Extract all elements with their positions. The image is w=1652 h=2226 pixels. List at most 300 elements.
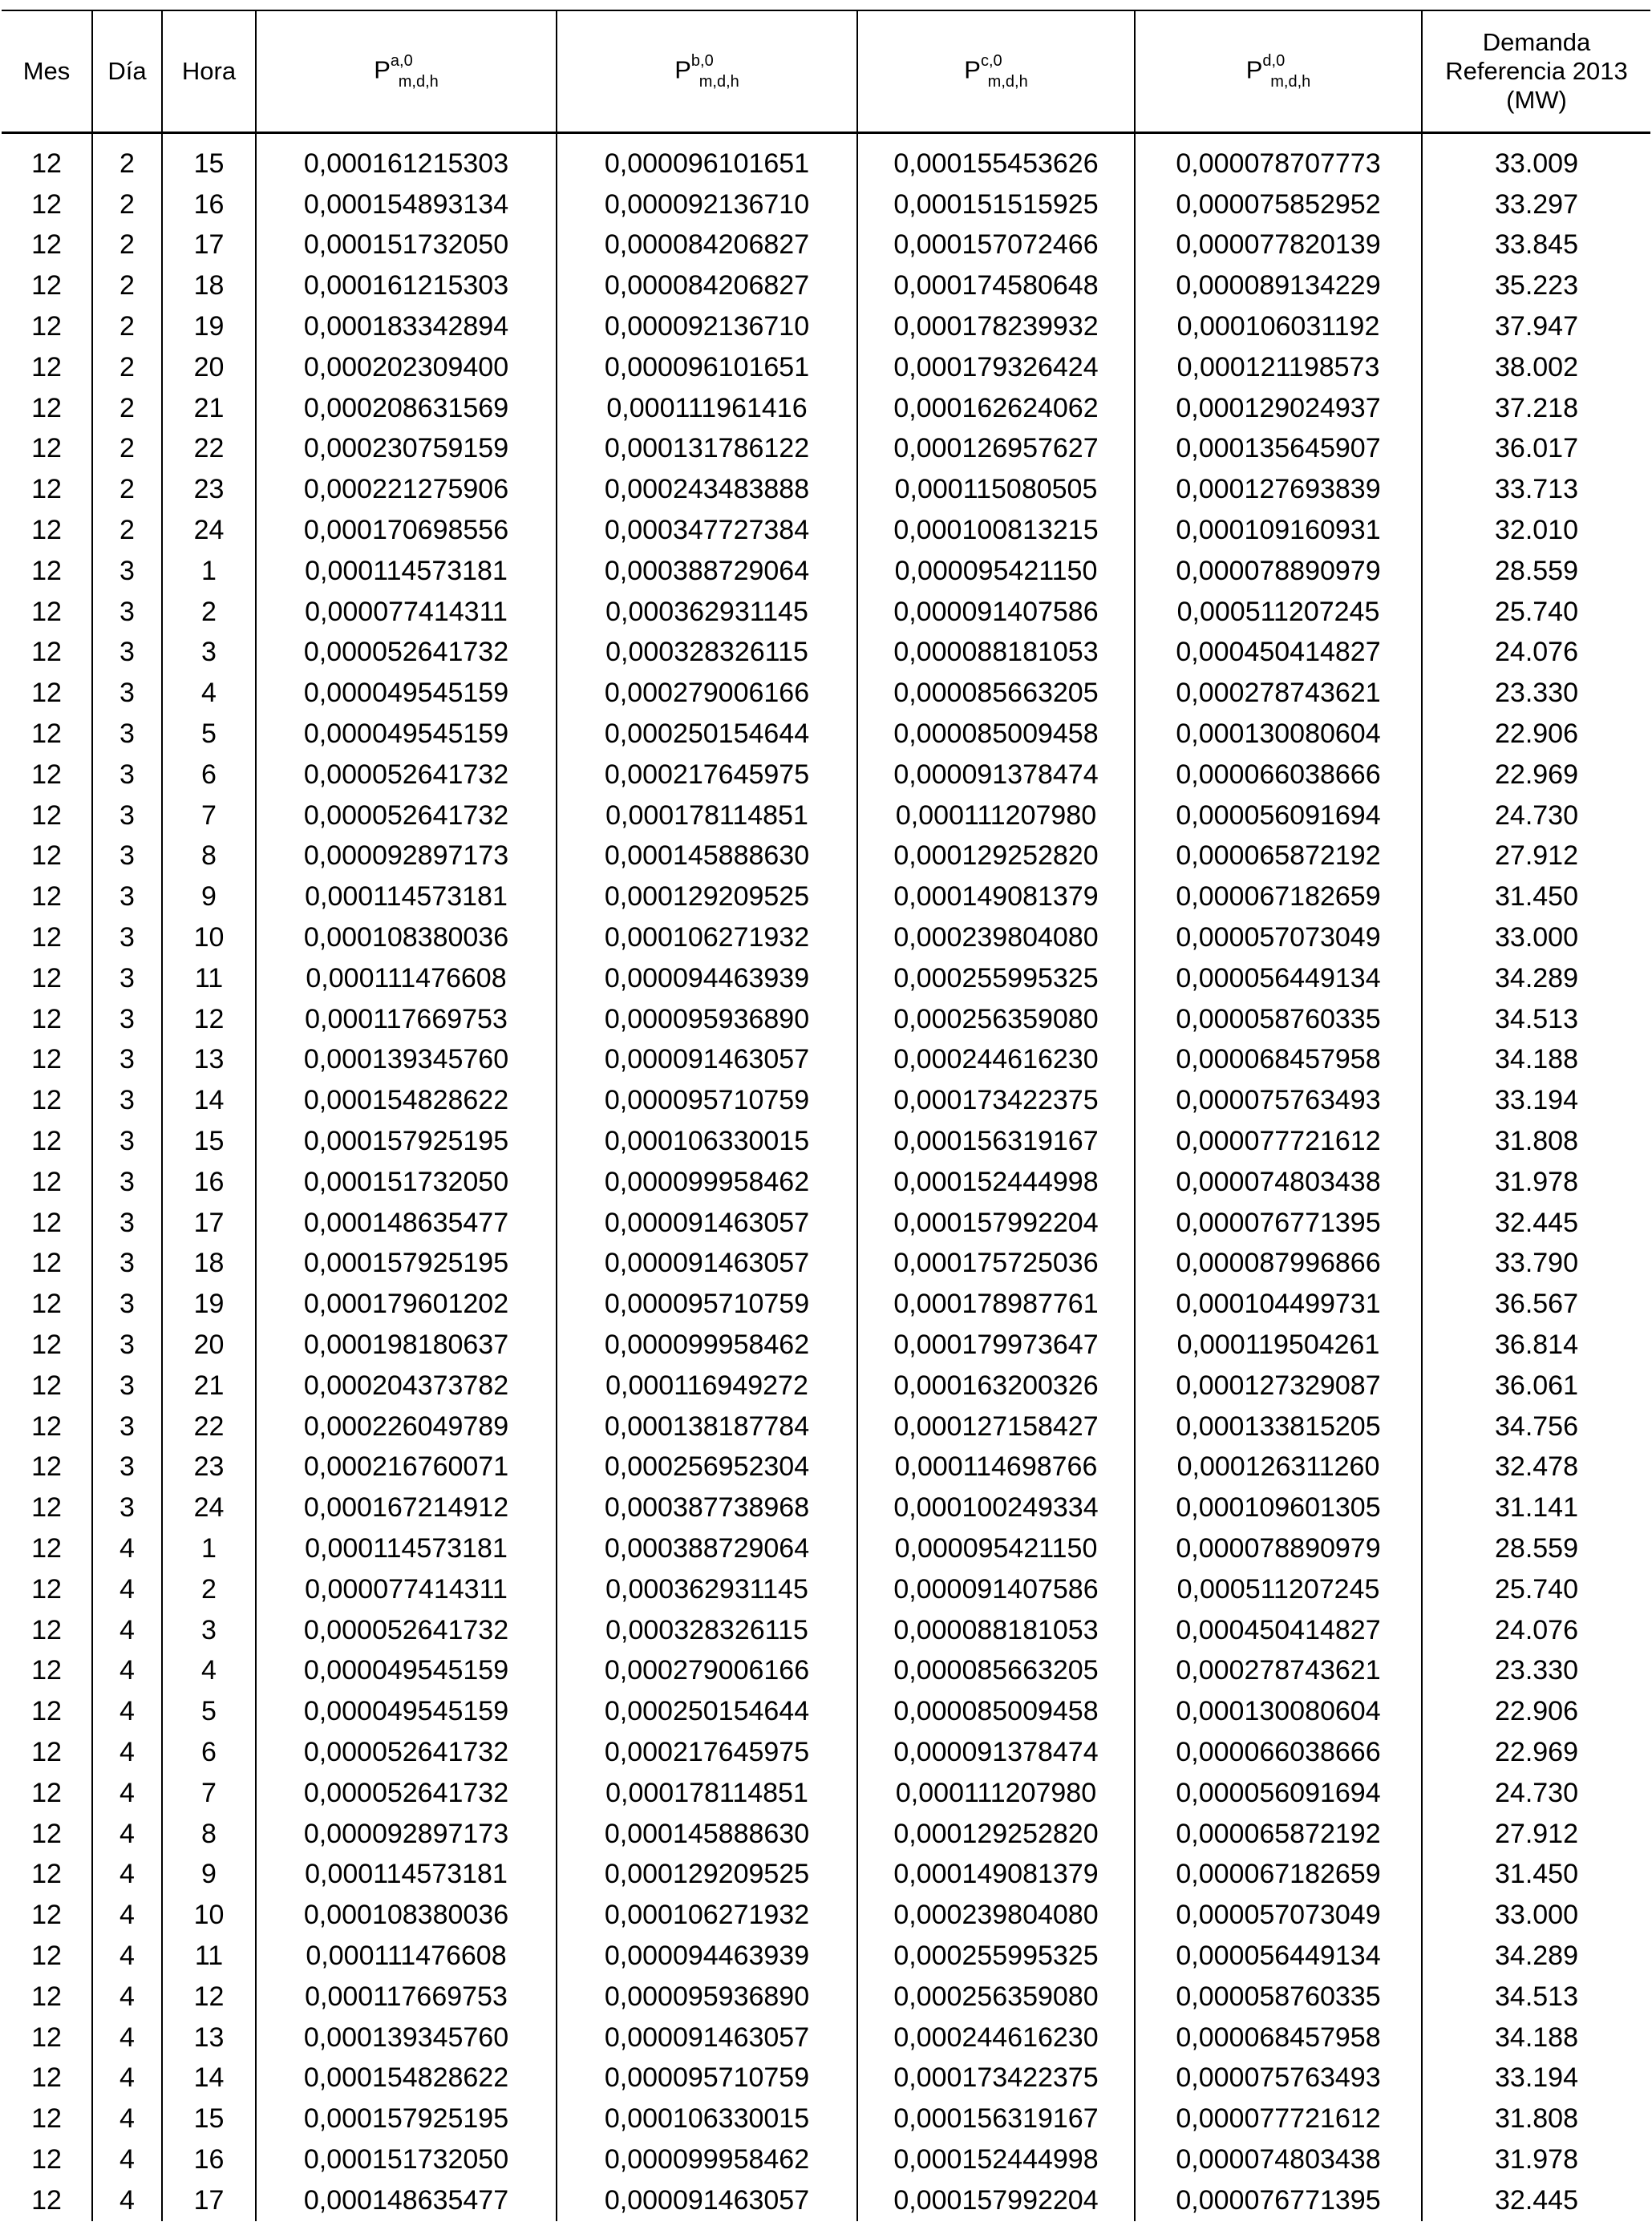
cell-pb: 0,000106271932 [557, 917, 857, 958]
cell-pb: 0,000106330015 [557, 1121, 857, 1162]
table-row [2, 999, 1650, 1040]
cell-demanda: 22.906 [1495, 718, 1578, 750]
table-row [2, 917, 1650, 958]
cell-hora: 21 [162, 388, 256, 429]
cell-dia: 3 [92, 795, 162, 836]
cell-pb: 0,000095936890 [557, 1977, 857, 2018]
cell-pa: 0,000139345760 [256, 1040, 557, 1081]
table-row [2, 1447, 1650, 1488]
cell-pa: 0,000049545159 [256, 673, 557, 714]
cell-pb: 0,000099958462 [557, 1162, 857, 1203]
cell-hora: 21 [162, 1366, 256, 1406]
cell-demanda: 28.559 [1495, 1532, 1578, 1564]
header-pb [557, 10, 857, 133]
cell-mes: 12 [2, 1610, 92, 1651]
cell-pc: 0,000152444998 [857, 1162, 1135, 1203]
cell-pd: 0,000450414827 [1135, 633, 1422, 674]
table-row [2, 592, 1650, 633]
cell-pb: 0,000095710759 [557, 1080, 857, 1121]
cell-pd: 0,000119504261 [1135, 1325, 1422, 1366]
cell-pb: 0,000178114851 [557, 1773, 857, 1814]
cell-mes: 12 [2, 714, 92, 755]
cell-mes: 12 [2, 1487, 92, 1528]
cell-hora: 14 [162, 1080, 256, 1121]
cell-pd: 0,000511207245 [1135, 1569, 1422, 1610]
cell-pd: 0,000104499731 [1135, 1284, 1422, 1325]
cell-pd: 0,000126311260 [1135, 1447, 1422, 1488]
cell-dia: 4 [92, 1610, 162, 1651]
symbol-sub: m,d,h [987, 73, 1028, 91]
cell-pc: 0,000100249334 [857, 1487, 1135, 1528]
header-dia: Día [92, 10, 162, 133]
cell-mes: 12 [2, 1080, 92, 1121]
cell-pa: 0,000077414311 [256, 592, 557, 633]
cell-mes: 12 [2, 1854, 92, 1895]
cell-demanda: 32.478 [1495, 1451, 1578, 1483]
cell-hora: 18 [162, 1244, 256, 1285]
cell-hora: 14 [162, 2058, 256, 2099]
cell-demanda: 33.297 [1495, 188, 1578, 220]
cell-pa: 0,000208631569 [256, 388, 557, 429]
cell-pd: 0,000078890979 [1135, 551, 1422, 592]
cell-dia: 2 [92, 306, 162, 347]
cell-dia: 3 [92, 673, 162, 714]
cell-pc: 0,000155453626 [857, 133, 1135, 184]
cell-pd: 0,000129024937 [1135, 388, 1422, 429]
cell-pa: 0,000167214912 [256, 1487, 557, 1528]
cell-hora: 2 [162, 592, 256, 633]
cell-pc: 0,000088181053 [857, 1610, 1135, 1651]
cell-dia: 2 [92, 388, 162, 429]
cell-mes: 12 [2, 133, 92, 184]
table-row [2, 795, 1650, 836]
cell-pb: 0,000387738968 [557, 1487, 857, 1528]
table-row [2, 1895, 1650, 1936]
cell-demanda: 34.513 [1495, 1003, 1578, 1034]
cell-mes: 12 [2, 1936, 92, 1977]
cell-pa: 0,000148635477 [256, 1203, 557, 1244]
table-row [2, 429, 1650, 470]
cell-mes: 12 [2, 2180, 92, 2221]
table-row [2, 1244, 1650, 1285]
table-row [2, 714, 1650, 755]
cell-demanda: 24.076 [1495, 1614, 1578, 1645]
cell-mes: 12 [2, 592, 92, 633]
cell-demanda: 33.790 [1495, 1248, 1578, 1279]
cell-demanda: 31.978 [1495, 2143, 1578, 2175]
cell-pd: 0,000066038666 [1135, 1732, 1422, 1773]
cell-pc: 0,000256359080 [857, 999, 1135, 1040]
cell-dia: 4 [92, 2058, 162, 2099]
cell-pa: 0,000049545159 [256, 714, 557, 755]
table-row [2, 1325, 1650, 1366]
cell-demanda: 33.000 [1495, 1900, 1578, 1931]
cell-pb: 0,000095710759 [557, 2058, 857, 2099]
cell-pd: 0,000065872192 [1135, 1814, 1422, 1855]
cell-pd: 0,000075763493 [1135, 2058, 1422, 2099]
cell-pa: 0,000151732050 [256, 2139, 557, 2180]
cell-mes: 12 [2, 265, 92, 306]
cell-dia: 3 [92, 1203, 162, 1244]
cell-pb: 0,000092136710 [557, 306, 857, 347]
cell-demanda: 33.713 [1495, 474, 1578, 505]
table-row [2, 551, 1650, 592]
header-hora: Hora [162, 10, 256, 133]
hourly-profile-table [2, 10, 1650, 2221]
cell-pa: 0,000077414311 [256, 1569, 557, 1610]
cell-hora: 3 [162, 1610, 256, 1651]
cell-mes: 12 [2, 1528, 92, 1569]
cell-pc: 0,000126957627 [857, 429, 1135, 470]
cell-pd: 0,000075763493 [1135, 1080, 1422, 1121]
header-demanda-line2: Referencia 2013 [1445, 57, 1628, 85]
cell-dia: 2 [92, 469, 162, 510]
cell-dia: 3 [92, 755, 162, 795]
cell-pc: 0,000255995325 [857, 1936, 1135, 1977]
cell-pd: 0,000067182659 [1135, 1854, 1422, 1895]
table-row [2, 1203, 1650, 1244]
cell-pc: 0,000178239932 [857, 306, 1135, 347]
symbol-sub: m,d,h [698, 73, 739, 91]
cell-demanda: 34.188 [1495, 2022, 1578, 2053]
cell-pc: 0,000255995325 [857, 958, 1135, 999]
cell-pc: 0,000088181053 [857, 633, 1135, 674]
symbol-sup: d,0 [1262, 51, 1286, 70]
cell-pb: 0,000138187784 [557, 1406, 857, 1447]
table-row [2, 1121, 1650, 1162]
cell-mes: 12 [2, 673, 92, 714]
cell-pa: 0,000049545159 [256, 1691, 557, 1732]
cell-pc: 0,000085663205 [857, 1650, 1135, 1691]
cell-pc: 0,000239804080 [857, 1895, 1135, 1936]
cell-mes: 12 [2, 1162, 92, 1203]
cell-pa: 0,000154828622 [256, 1080, 557, 1121]
cell-pa: 0,000139345760 [256, 2018, 557, 2058]
cell-hora: 16 [162, 2139, 256, 2180]
cell-mes: 12 [2, 1325, 92, 1366]
cell-pa: 0,000226049789 [256, 1406, 557, 1447]
cell-hora: 9 [162, 876, 256, 917]
cell-mes: 12 [2, 1284, 92, 1325]
cell-mes: 12 [2, 1406, 92, 1447]
cell-pd: 0,000075852952 [1135, 184, 1422, 225]
cell-demanda: 31.141 [1495, 1492, 1578, 1524]
cell-hora: 7 [162, 795, 256, 836]
cell-dia: 3 [92, 1447, 162, 1488]
cell-pa: 0,000092897173 [256, 836, 557, 877]
table-row [2, 2180, 1650, 2221]
cell-pd: 0,000066038666 [1135, 755, 1422, 795]
header-mes: Mes [2, 10, 92, 133]
table-row [2, 755, 1650, 795]
cell-pa: 0,000111476608 [256, 1936, 557, 1977]
cell-hora: 13 [162, 1040, 256, 1081]
table-row [2, 1080, 1650, 1121]
cell-pb: 0,000091463057 [557, 1244, 857, 1285]
cell-pc: 0,000100813215 [857, 510, 1135, 551]
cell-pb: 0,000145888630 [557, 1814, 857, 1855]
cell-dia: 3 [92, 551, 162, 592]
cell-dia: 4 [92, 1773, 162, 1814]
cell-pb: 0,000243483888 [557, 469, 857, 510]
cell-hora: 20 [162, 1325, 256, 1366]
cell-pa: 0,000148635477 [256, 2180, 557, 2221]
cell-pd: 0,000078707773 [1135, 133, 1422, 184]
cell-demanda: 36.017 [1495, 433, 1578, 464]
cell-pb: 0,000106271932 [557, 1895, 857, 1936]
cell-pc: 0,000173422375 [857, 1080, 1135, 1121]
cell-demanda: 23.330 [1495, 678, 1578, 709]
cell-hora: 5 [162, 714, 256, 755]
cell-demanda: 32.010 [1495, 515, 1578, 546]
symbol-base: P [674, 55, 691, 84]
symbol-base: P [374, 55, 391, 84]
header-demanda-line1: Demanda [1482, 28, 1591, 56]
cell-pa: 0,000108380036 [256, 1895, 557, 1936]
cell-mes: 12 [2, 1773, 92, 1814]
cell-pa: 0,000151732050 [256, 225, 557, 266]
cell-dia: 2 [92, 225, 162, 266]
cell-mes: 12 [2, 1895, 92, 1936]
cell-pd: 0,000056449134 [1135, 1936, 1422, 1977]
cell-pc: 0,000111207980 [857, 795, 1135, 836]
cell-demanda: 34.188 [1495, 1044, 1578, 1075]
cell-hora: 23 [162, 469, 256, 510]
cell-pb: 0,000116949272 [557, 1366, 857, 1406]
cell-pb: 0,000096101651 [557, 133, 857, 184]
cell-hora: 17 [162, 225, 256, 266]
cell-hora: 24 [162, 510, 256, 551]
cell-demanda: 31.978 [1495, 1166, 1578, 1197]
cell-pc: 0,000179973647 [857, 1325, 1135, 1366]
table-row [2, 1162, 1650, 1203]
cell-hora: 16 [162, 1162, 256, 1203]
cell-pa: 0,000117669753 [256, 1977, 557, 2018]
cell-pd: 0,000278743621 [1135, 1650, 1422, 1691]
cell-mes: 12 [2, 469, 92, 510]
cell-pa: 0,000157925195 [256, 1244, 557, 1285]
cell-pc: 0,000091378474 [857, 755, 1135, 795]
cell-hora: 6 [162, 755, 256, 795]
cell-demanda: 22.969 [1495, 759, 1578, 790]
cell-pd: 0,000278743621 [1135, 673, 1422, 714]
cell-pb: 0,000106330015 [557, 2099, 857, 2139]
cell-pd: 0,000087996866 [1135, 1244, 1422, 1285]
cell-pb: 0,000129209525 [557, 876, 857, 917]
table-row [2, 2018, 1650, 2058]
cell-pc: 0,000244616230 [857, 2018, 1135, 2058]
cell-pc: 0,000095421150 [857, 1528, 1135, 1569]
table-row [2, 1732, 1650, 1773]
symbol-base: P [964, 55, 981, 84]
cell-demanda: 23.330 [1495, 1655, 1578, 1686]
table-row [2, 1284, 1650, 1325]
cell-dia: 3 [92, 1121, 162, 1162]
cell-mes: 12 [2, 1203, 92, 1244]
table-row [2, 1406, 1650, 1447]
cell-pa: 0,000154828622 [256, 2058, 557, 2099]
cell-demanda: 24.076 [1495, 637, 1578, 668]
cell-pa: 0,000154893134 [256, 184, 557, 225]
table-row [2, 1936, 1650, 1977]
cell-pc: 0,000091407586 [857, 592, 1135, 633]
table-row [2, 673, 1650, 714]
cell-dia: 3 [92, 592, 162, 633]
cell-dia: 4 [92, 1977, 162, 2018]
cell-hora: 19 [162, 306, 256, 347]
cell-pc: 0,000085009458 [857, 714, 1135, 755]
cell-mes: 12 [2, 2018, 92, 2058]
cell-pb: 0,000217645975 [557, 755, 857, 795]
cell-dia: 4 [92, 1691, 162, 1732]
cell-mes: 12 [2, 510, 92, 551]
cell-hora: 19 [162, 1284, 256, 1325]
cell-dia: 3 [92, 633, 162, 674]
header-demanda-line3: (MW) [1506, 86, 1567, 114]
cell-mes: 12 [2, 2099, 92, 2139]
cell-dia: 4 [92, 1650, 162, 1691]
table-row [2, 1650, 1650, 1691]
cell-demanda: 31.808 [1495, 1126, 1578, 1157]
cell-demanda: 36.061 [1495, 1370, 1578, 1401]
cell-hora: 3 [162, 633, 256, 674]
cell-dia: 3 [92, 1406, 162, 1447]
cell-demanda: 25.740 [1495, 1573, 1578, 1605]
cell-pa: 0,000052641732 [256, 1773, 557, 1814]
cell-dia: 4 [92, 2180, 162, 2221]
cell-dia: 3 [92, 1284, 162, 1325]
cell-demanda: 33.009 [1495, 148, 1578, 179]
cell-pc: 0,000149081379 [857, 876, 1135, 917]
cell-demanda: 33.000 [1495, 922, 1578, 953]
cell-pb: 0,000388729064 [557, 1528, 857, 1569]
table-row [2, 1487, 1650, 1528]
table-header [2, 10, 1650, 133]
cell-hora: 12 [162, 999, 256, 1040]
cell-dia: 4 [92, 1569, 162, 1610]
cell-pc: 0,000157992204 [857, 2180, 1135, 2221]
cell-demanda: 31.808 [1495, 2103, 1578, 2135]
cell-pd: 0,000056449134 [1135, 958, 1422, 999]
cell-pa: 0,000157925195 [256, 2099, 557, 2139]
cell-dia: 2 [92, 133, 162, 184]
cell-pa: 0,000198180637 [256, 1325, 557, 1366]
cell-hora: 17 [162, 1203, 256, 1244]
cell-pa: 0,000114573181 [256, 551, 557, 592]
cell-pa: 0,000183342894 [256, 306, 557, 347]
symbol-sup: c,0 [980, 51, 1002, 70]
cell-mes: 12 [2, 1650, 92, 1691]
cell-dia: 4 [92, 2099, 162, 2139]
cell-pa: 0,000052641732 [256, 1732, 557, 1773]
cell-mes: 12 [2, 999, 92, 1040]
symbol-base: P [1245, 55, 1263, 84]
cell-pc: 0,000156319167 [857, 1121, 1135, 1162]
cell-mes: 12 [2, 958, 92, 999]
cell-mes: 12 [2, 1569, 92, 1610]
cell-mes: 12 [2, 1977, 92, 2018]
cell-demanda: 34.513 [1495, 1981, 1578, 2012]
cell-pb: 0,000094463939 [557, 958, 857, 999]
cell-pd: 0,000511207245 [1135, 592, 1422, 633]
cell-demanda: 38.002 [1495, 351, 1578, 382]
cell-pb: 0,000217645975 [557, 1732, 857, 1773]
cell-pd: 0,000068457958 [1135, 2018, 1422, 2058]
cell-pc: 0,000111207980 [857, 1773, 1135, 1814]
cell-pd: 0,000077721612 [1135, 1121, 1422, 1162]
cell-pa: 0,000092897173 [256, 1814, 557, 1855]
cell-pd: 0,000109601305 [1135, 1487, 1422, 1528]
cell-dia: 4 [92, 1854, 162, 1895]
cell-hora: 9 [162, 1854, 256, 1895]
table-row [2, 347, 1650, 388]
cell-dia: 2 [92, 510, 162, 551]
cell-pc: 0,000149081379 [857, 1854, 1135, 1895]
cell-mes: 12 [2, 1732, 92, 1773]
cell-pc: 0,000157992204 [857, 1203, 1135, 1244]
cell-hora: 15 [162, 2099, 256, 2139]
cell-mes: 12 [2, 1814, 92, 1855]
symbol-sub: m,d,h [1270, 73, 1311, 91]
cell-hora: 8 [162, 1814, 256, 1855]
cell-dia: 3 [92, 1162, 162, 1203]
cell-pb: 0,000279006166 [557, 1650, 857, 1691]
cell-mes: 12 [2, 1040, 92, 1081]
cell-pc: 0,000156319167 [857, 2099, 1135, 2139]
cell-pc: 0,000173422375 [857, 2058, 1135, 2099]
cell-pa: 0,000052641732 [256, 1610, 557, 1651]
cell-pc: 0,000127158427 [857, 1406, 1135, 1447]
cell-hora: 5 [162, 1691, 256, 1732]
cell-pa: 0,000157925195 [256, 1121, 557, 1162]
cell-pc: 0,000085663205 [857, 673, 1135, 714]
cell-pa: 0,000179601202 [256, 1284, 557, 1325]
cell-dia: 2 [92, 265, 162, 306]
cell-pd: 0,000133815205 [1135, 1406, 1422, 1447]
cell-pa: 0,000230759159 [256, 429, 557, 470]
cell-pb: 0,000279006166 [557, 673, 857, 714]
cell-pa: 0,000114573181 [256, 876, 557, 917]
cell-pb: 0,000250154644 [557, 714, 857, 755]
cell-pc: 0,000129252820 [857, 1814, 1135, 1855]
symbol-pd [1246, 50, 1311, 94]
cell-pa: 0,000216760071 [256, 1447, 557, 1488]
cell-demanda: 31.450 [1495, 881, 1578, 913]
cell-dia: 3 [92, 917, 162, 958]
cell-dia: 3 [92, 999, 162, 1040]
cell-demanda: 27.912 [1495, 1818, 1578, 1849]
cell-pa: 0,000170698556 [256, 510, 557, 551]
data-table-container [0, 10, 1652, 2221]
cell-mes: 12 [2, 225, 92, 266]
cell-dia: 3 [92, 714, 162, 755]
cell-hora: 11 [162, 958, 256, 999]
cell-hora: 13 [162, 2018, 256, 2058]
cell-pc: 0,000095421150 [857, 551, 1135, 592]
cell-mes: 12 [2, 1121, 92, 1162]
cell-pb: 0,000111961416 [557, 388, 857, 429]
cell-pb: 0,000328326115 [557, 1610, 857, 1651]
cell-pb: 0,000096101651 [557, 347, 857, 388]
cell-pd: 0,000067182659 [1135, 876, 1422, 917]
table-row [2, 388, 1650, 429]
cell-pc: 0,000244616230 [857, 1040, 1135, 1081]
cell-pb: 0,000091463057 [557, 2180, 857, 2221]
cell-pc: 0,000152444998 [857, 2139, 1135, 2180]
cell-pc: 0,000174580648 [857, 265, 1135, 306]
cell-hora: 15 [162, 133, 256, 184]
cell-hora: 2 [162, 1569, 256, 1610]
